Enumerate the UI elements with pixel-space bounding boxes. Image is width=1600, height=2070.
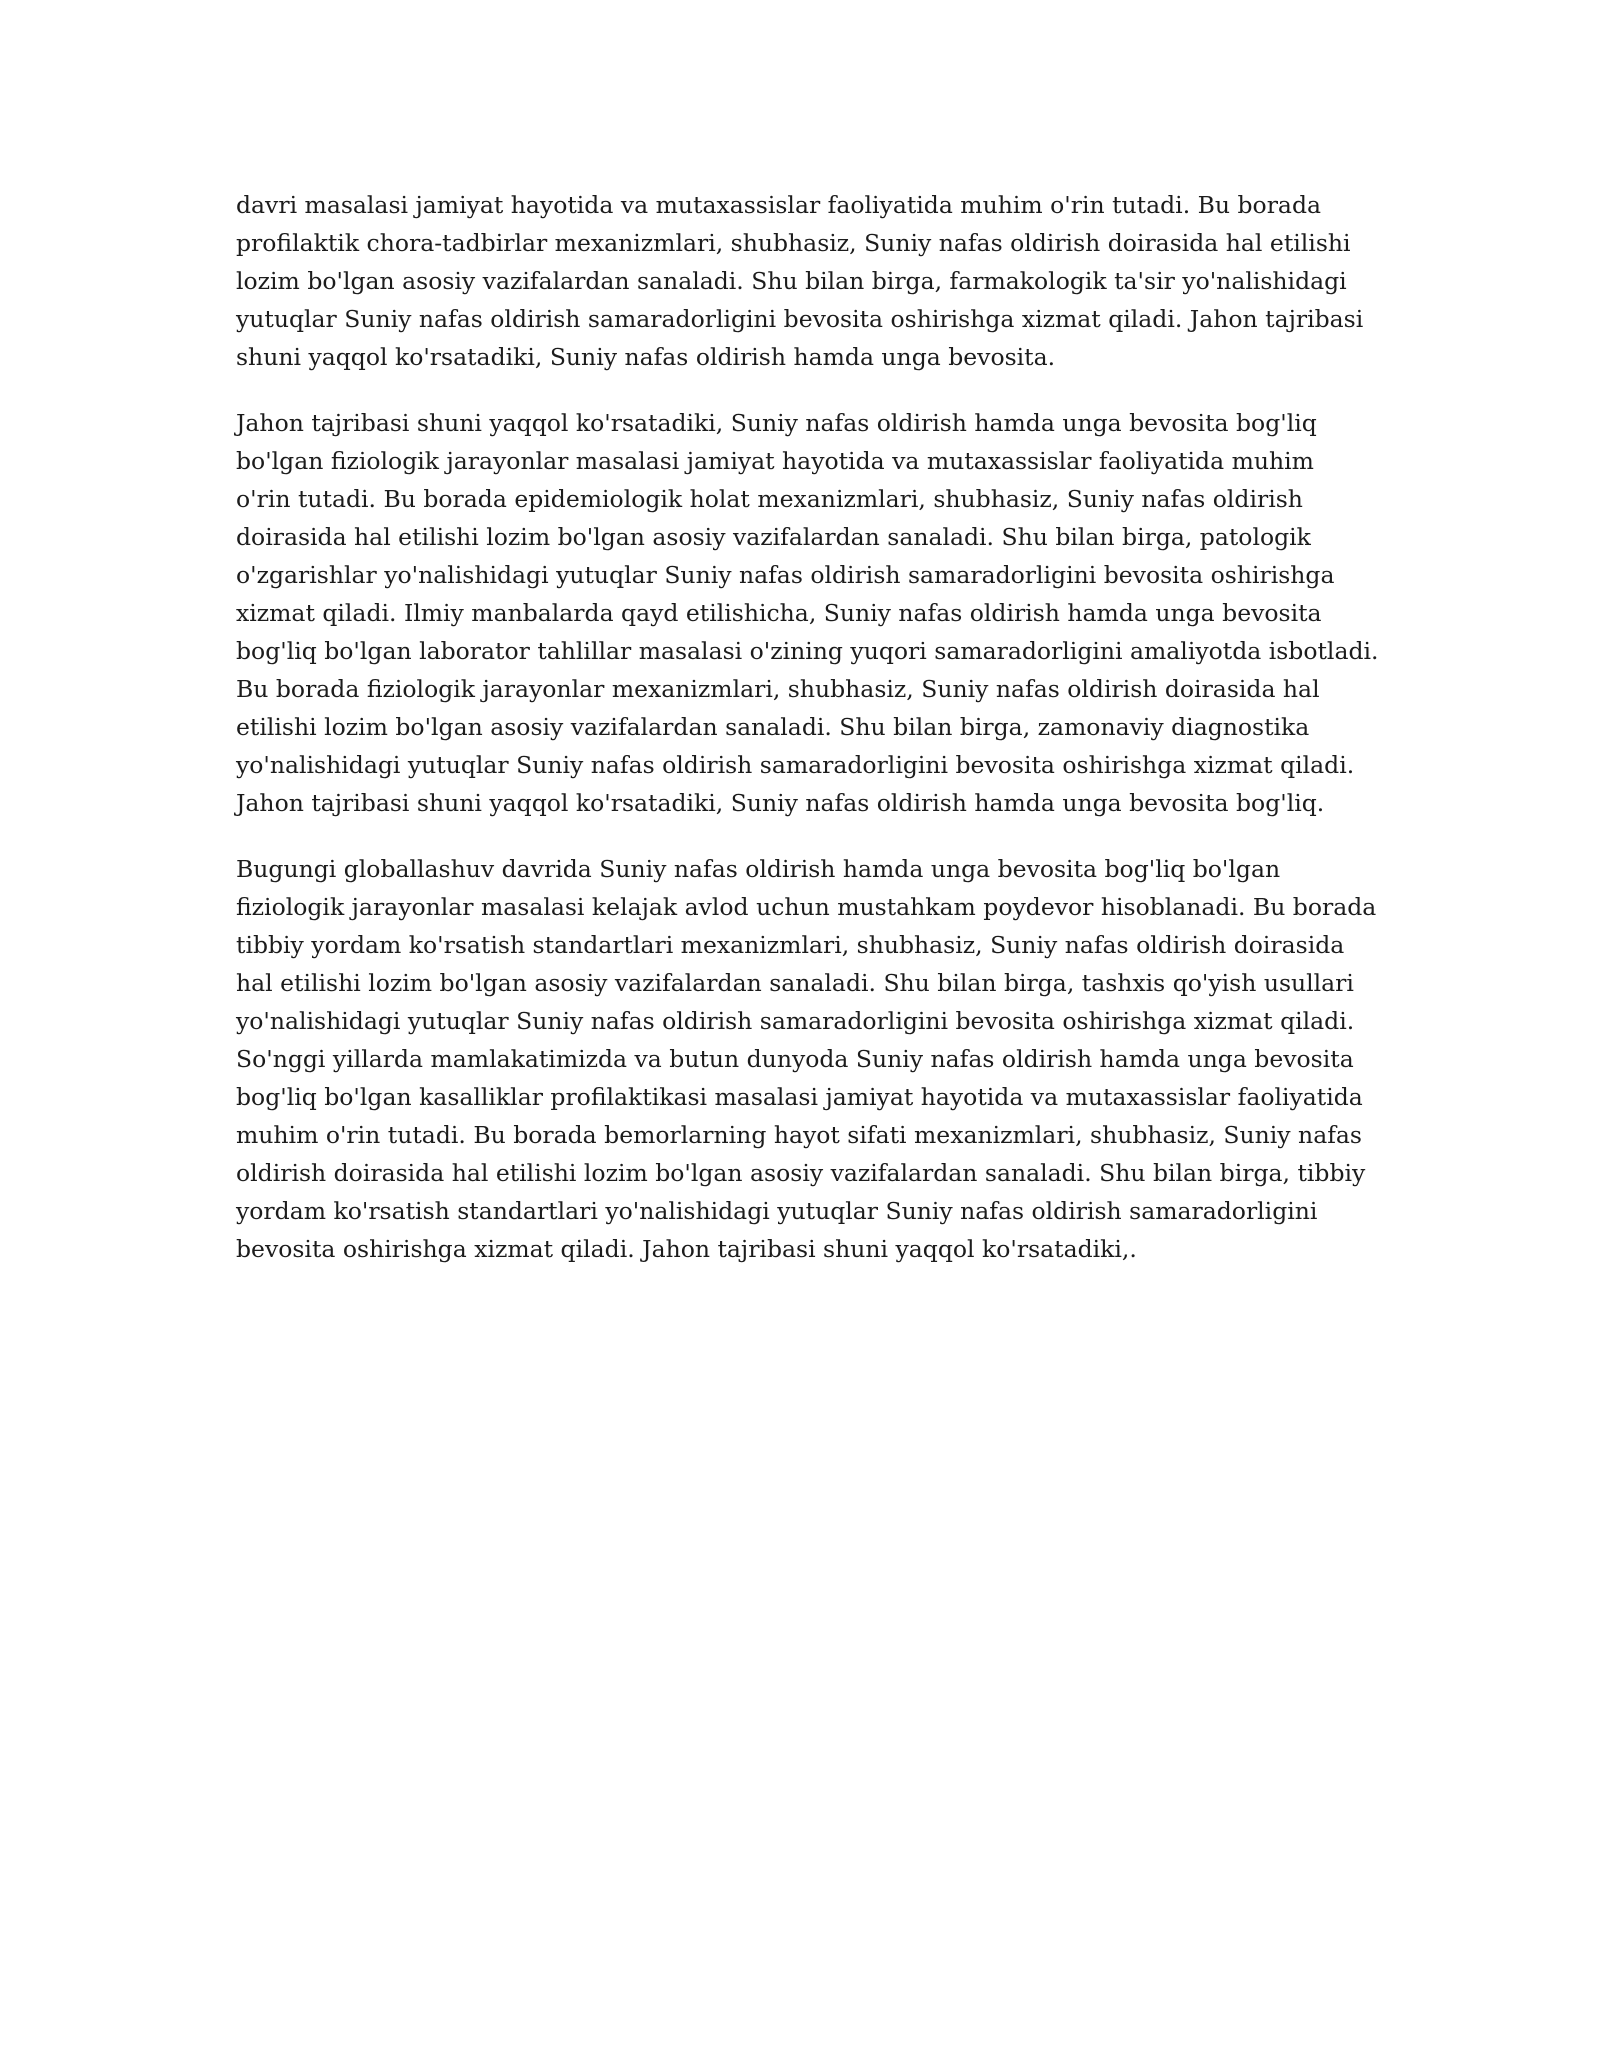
text-line: Bugungi globallashuv davrida Suniy nafas oldirish hamda unga bevosita bog'liq bo'lgan <box>236 855 1281 883</box>
text-line: doirasida hal etilishi lozim bo'lgan asosiy vazifalardan sanaladi. Shu bilan birga, patologik <box>236 523 1311 551</box>
text-line: lozim bo'lgan asosiy vazifalardan sanaladi. Shu bilan birga, farmakologik ta'sir yo'nalishidagi <box>236 267 1347 295</box>
paragraph-2 <box>236 404 1379 822</box>
text-line: profilaktik chora-tadbirlar mexanizmlari, shubhasiz, Suniy nafas oldirish doirasida hal etilishi <box>236 229 1351 257</box>
text-line: bevosita oshirishga xizmat qiladi. Jahon tajribasi shuni yaqqol ko'rsatadiki,. <box>236 1235 1137 1263</box>
text-line: Jahon tajribasi shuni yaqqol ko'rsatadiki, Suniy nafas oldirish hamda unga bevosita bog'liq <box>236 409 1317 437</box>
text-line: bog'liq bo'lgan kasalliklar profilaktikasi masalasi jamiyat hayotida va mutaxassislar faoliyatida <box>236 1083 1363 1111</box>
text-line: o'zgarishlar yo'nalishidagi yutuqlar Suniy nafas oldirish samaradorligini bevosita oshirishga <box>236 561 1335 589</box>
text-line: yo'nalishidagi yutuqlar Suniy nafas oldirish samaradorligini bevosita oshirishga xizmat qiladi. <box>236 1007 1355 1035</box>
text-line: yordam ko'rsatish standartlari yo'nalishidagi yutuqlar Suniy nafas oldirish samaradorligini <box>236 1197 1318 1225</box>
text-line: Bu borada fiziologik jarayonlar mexanizmlari, shubhasiz, Suniy nafas oldirish doirasida hal <box>236 675 1320 703</box>
text-line: etilishi lozim bo'lgan asosiy vazifalardan sanaladi. Shu bilan birga, zamonaviy diagnostika <box>236 713 1310 741</box>
text-line: Jahon tajribasi shuni yaqqol ko'rsatadiki, Suniy nafas oldirish hamda unga bevosita bog'liq. <box>236 789 1325 817</box>
text-line: So'nggi yillarda mamlakatimizda va butun dunyoda Suniy nafas oldirish hamda unga bevosita <box>236 1045 1354 1073</box>
text-line: davri masalasi jamiyat hayotida va mutaxassislar faoliyatida muhim o'rin tutadi. Bu borada <box>236 191 1321 219</box>
text-line: oldirish doirasida hal etilishi lozim bo'lgan asosiy vazifalardan sanaladi. Shu bilan birga, tibbiy <box>236 1159 1366 1187</box>
text-line: hal etilishi lozim bo'lgan asosiy vazifalardan sanaladi. Shu bilan birga, tashxis qo'yish usullari <box>236 969 1354 997</box>
text-line: bo'lgan fiziologik jarayonlar masalasi jamiyat hayotida va mutaxassislar faoliyatida muhim <box>236 447 1314 475</box>
text-line: bog'liq bo'lgan laborator tahlillar masalasi o'zining yuqori samaradorligini amaliyotda isbotladi. <box>236 637 1379 665</box>
text-line: shuni yaqqol ko'rsatadiki, Suniy nafas oldirish hamda unga bevosita. <box>236 343 1056 371</box>
text-line: fiziologik jarayonlar masalasi kelajak avlod uchun mustahkam poydevor hisoblanadi. Bu borada <box>236 893 1377 921</box>
paragraph-1 <box>236 186 1376 376</box>
text-line: xizmat qiladi. Ilmiy manbalarda qayd etilishicha, Suniy nafas oldirish hamda unga bevosita <box>236 599 1322 627</box>
text-line: muhim o'rin tutadi. Bu borada bemorlarning hayot sifati mexanizmlari, shubhasiz, Suniy nafas <box>236 1121 1362 1149</box>
text-line: tibbiy yordam ko'rsatish standartlari mexanizmlari, shubhasiz, Suniy nafas oldirish doirasida <box>236 931 1345 959</box>
paragraph-3 <box>236 850 1376 1268</box>
text-line: o'rin tutadi. Bu borada epidemiologik holat mexanizmlari, shubhasiz, Suniy nafas oldirish <box>236 485 1303 513</box>
body-text <box>236 186 1379 1296</box>
text-line: yutuqlar Suniy nafas oldirish samaradorligini bevosita oshirishga xizmat qiladi. Jahon tajribasi <box>236 305 1364 333</box>
text-line: yo'nalishidagi yutuqlar Suniy nafas oldirish samaradorligini bevosita oshirishga xizmat qiladi. <box>236 751 1355 779</box>
